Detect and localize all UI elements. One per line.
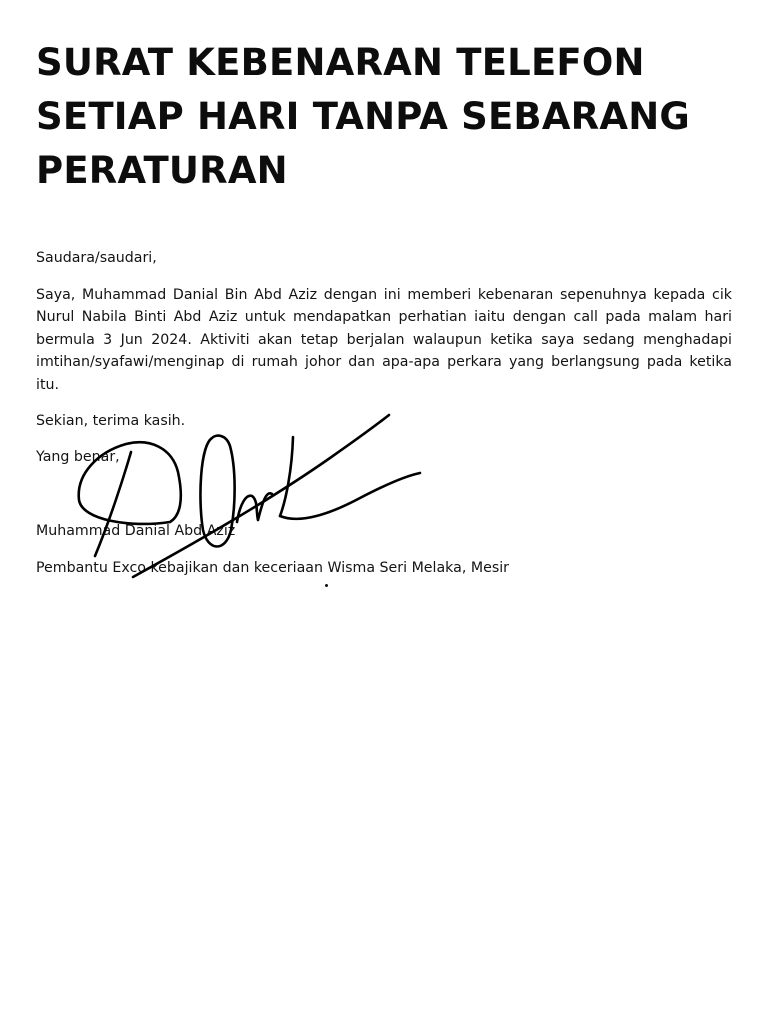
signature-stroke-tail [280, 473, 420, 519]
letter-title: SURAT KEBENARAN TELEFON SETIAP HARI TANPA SEBARANG PERATURAN [36, 41, 690, 192]
signer-role: Pembantu Exco kebajikan dan keceriaan Wisma Seri Melaka, Mesir [36, 560, 509, 576]
salutation: Saudara/saudari, [36, 250, 157, 266]
letter-body-paragraph: Saya, Muhammad Danial Bin Abd Aziz dengan ini memberi kebenaran sepenuhnya kepada cik Nurul Nabila Binti Abd Aziz untuk mendapatkan perhatian iaitu dengan call pada malam hari bermula 3 Jun 2024. Aktiviti akan tetap berjalan walaupun ketika saya sedang menghadapi imtihan/syafawi/menginap di rumah johor dan apa-apa perkara yang berlangsung pada ketika itu. [36, 287, 732, 393]
closing-line: Sekian, terima kasih. [36, 413, 186, 429]
stray-dot [325, 584, 328, 587]
signer-name: Muhammad Danial Abd Aziz [36, 523, 236, 539]
signature-stroke-n [237, 493, 272, 522]
signature-stroke-diagonal [133, 415, 389, 577]
sign-off: Yang benar, [36, 449, 120, 465]
